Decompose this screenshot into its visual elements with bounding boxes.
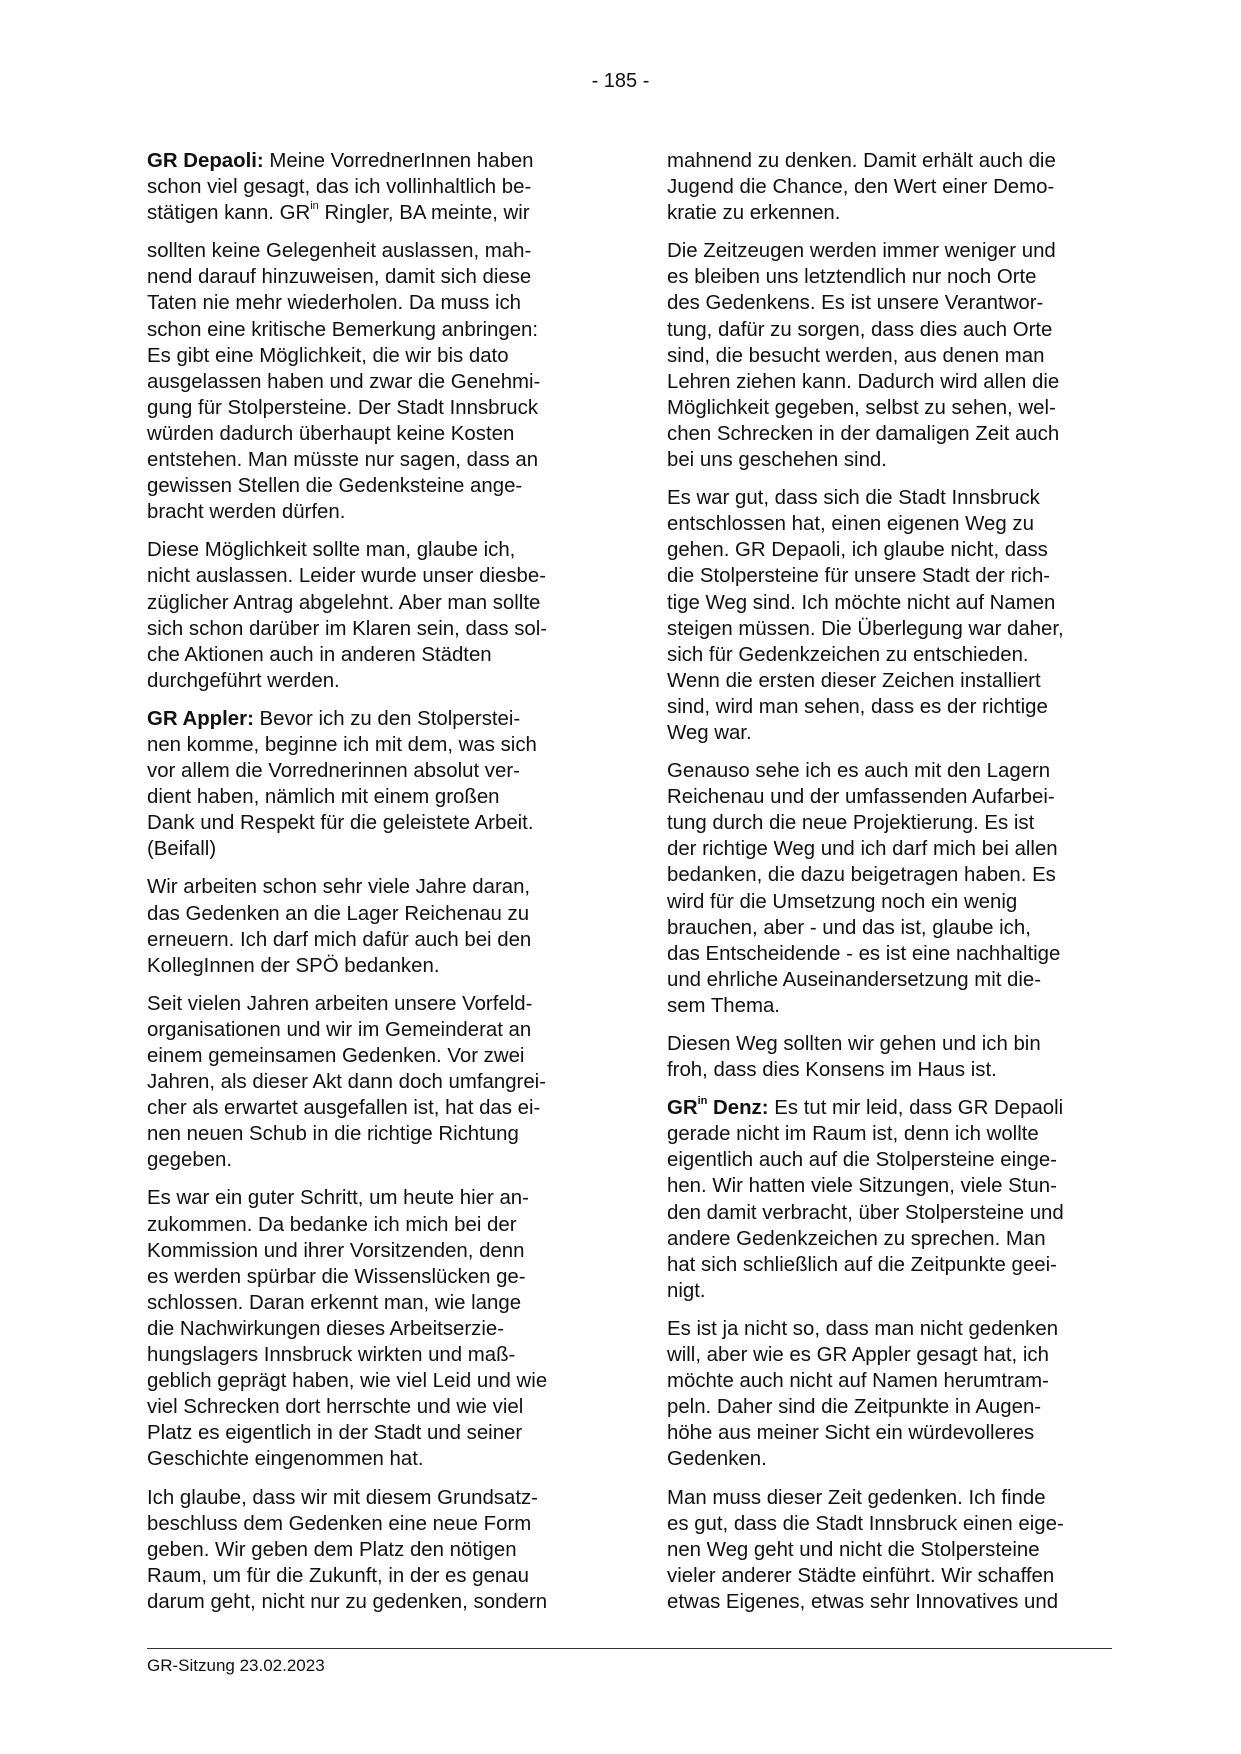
text-line: nend darauf hinzuweisen, damit sich diese [147, 266, 532, 289]
text-line: tige Weg sind. Ich möchte nicht auf Namen [667, 591, 1056, 614]
text-line: nen komme, beginne ich mit dem, was sich [147, 733, 537, 756]
right-paragraph [667, 485, 1112, 746]
text-line: nen Weg geht und nicht die Stolpersteine [667, 1538, 1040, 1561]
text-line: Die Zeitzeugen werden immer weniger und [667, 240, 1056, 263]
text-line: Seit vielen Jahren arbeiten unsere Vorfeld- [147, 992, 533, 1015]
text-line: stätigen kann. $GR^{in}$ Ringler, BA meinte, wir [147, 200, 530, 225]
text-line: froh, dass dies Konsens im Haus ist. [667, 1059, 997, 1082]
text-line: will, aber wie es GR Appler gesagt hat, ich [667, 1344, 1049, 1367]
text-line: Weg war. [667, 721, 752, 744]
text-line: sich schon darüber im Klaren sein, dass sol- [147, 617, 548, 640]
text-line: Kommission und ihrer Vorsitzenden, denn [147, 1239, 525, 1262]
text-line: Raum, um für die Zukunft, in der es genau [147, 1564, 529, 1587]
text-line: geben. Wir geben dem Platz den nötigen [147, 1538, 517, 1561]
text-line: Platz es eigentlich in der Stadt und seiner [147, 1422, 523, 1445]
text-line: gerade nicht im Raum ist, denn ich wollte [667, 1123, 1039, 1146]
text-line: Es gibt eine Möglichkeit, die wir bis dato [147, 344, 509, 367]
text-line: Jugend die Chance, den Wert einer Demo- [667, 176, 1055, 199]
text-line: tung, dafür zu sorgen, dass dies auch Orte [667, 318, 1053, 341]
right-paragraph [667, 758, 1112, 1019]
speaker-label: $GR^{in}$ Denz: [667, 1095, 769, 1120]
text-line: Es war ein guter Schritt, um heute hier an- [147, 1187, 529, 1210]
text-line: züglicher Antrag abgelehnt. Aber man sollte [147, 591, 541, 614]
text-line: GR Depaoli: Meine VorrednerInnen haben [147, 150, 534, 172]
text-line: es werden spürbar die Wissenslücken ge- [147, 1265, 526, 1288]
text-line: Gedenken. [667, 1448, 767, 1471]
left-paragraph [147, 991, 592, 1174]
text-line: Geschichte eingenommen hat. [147, 1448, 424, 1471]
text-line: entschlossen hat, einen eigenen Weg zu [667, 513, 1034, 536]
footer-session-date: GR-Sitzung 23.02.2023 [147, 1656, 325, 1675]
text-line: wird für die Umsetzung noch ein wenig [667, 890, 1018, 913]
text-line: durchgeführt werden. [147, 669, 340, 692]
text-line: Es ist ja nicht so, dass man nicht gedenken [667, 1317, 1059, 1340]
text-line: sind, die besucht werden, aus denen man [667, 344, 1045, 367]
left-paragraph [147, 874, 592, 978]
text-line: peln. Daher sind die Zeitpunkte in Augen- [667, 1396, 1042, 1419]
footer-divider [147, 1648, 1112, 1649]
text-line: höhe aus meiner Sicht ein würdevolleres [667, 1422, 1035, 1445]
speaker-label: GR Appler: [147, 707, 254, 730]
text-line: das Gedenken an die Lager Reichenau zu [147, 902, 530, 925]
text-line: nigt. [667, 1279, 706, 1302]
text-line: nicht auslassen. Leider wurde unser diesbe- [147, 565, 546, 588]
right-column [667, 148, 1112, 1627]
text-line: das Entscheidende - es ist eine nachhaltige [667, 942, 1061, 965]
text-line: Jahren, als dieser Akt dann doch umfangrei- [147, 1071, 546, 1094]
text-line: cher als erwartet ausgefallen ist, hat das ei- [147, 1097, 541, 1120]
text-line: ausgelassen haben und zwar die Genehmi- [147, 370, 541, 393]
text-line: Genauso sehe ich es auch mit den Lagern [667, 760, 1051, 783]
right-paragraph [667, 1316, 1112, 1473]
right-paragraph [667, 238, 1112, 473]
text-line: vor allem die Vorrednerinnen absolut ver- [147, 760, 520, 783]
text-line: schon viel gesagt, das ich vollinhaltlich be- [147, 176, 532, 199]
text-line: bracht werden dürfen. [147, 501, 346, 524]
text-line: brauchen, aber - und das ist, glaube ich, [667, 916, 1031, 939]
text-line: viel Schrecken dort herrschte und wie viel [147, 1396, 524, 1419]
text-line: KollegInnen der SPÖ bedanken. [147, 954, 440, 977]
text-line: bedanken, die dazu beigetragen haben. Es [667, 864, 1056, 887]
text-line: sem Thema. [667, 994, 780, 1017]
text-line: erneuern. Ich darf mich dafür auch bei den [147, 928, 532, 951]
text-line: etwas Eigenes, etwas sehr Innovatives und [667, 1590, 1059, 1613]
text-line: gung für Stolpersteine. Der Stadt Innsbruck [147, 396, 539, 419]
text-line: dient haben, nämlich mit einem großen [147, 786, 500, 809]
left-paragraph [147, 1485, 592, 1615]
left-column [147, 148, 592, 1627]
text-line: würden dadurch überhaupt keine Kosten [147, 422, 515, 445]
text-line: die Stolpersteine für unsere Stadt der rich- [667, 565, 1051, 588]
text-line: Reichenau und der umfassenden Aufarbei- [667, 786, 1055, 809]
text-line: mahnend zu denken. Damit erhält auch die [667, 150, 1056, 172]
left-paragraph [147, 148, 592, 226]
text-line: darum geht, nicht nur zu gedenken, sondern [147, 1590, 548, 1613]
left-paragraph [147, 238, 592, 525]
text-line: den damit verbracht, über Stolpersteine und [667, 1201, 1064, 1224]
text-line: $GR^{in}$ Denz: Es tut mir leid, dass GR Depaoli [667, 1095, 1064, 1120]
text-line: und ehrliche Auseinandersetzung mit die- [667, 968, 1042, 991]
text-line: des Gedenkens. Es ist unsere Verantwor- [667, 292, 1044, 315]
text-line: vieler anderer Städte einführt. Wir schaffen [667, 1564, 1055, 1587]
text-line: Dank und Respekt für die geleistete Arbeit. [147, 812, 534, 835]
text-line: bei uns geschehen sind. [667, 449, 887, 472]
text-line: geblich geprägt haben, wie viel Leid und wie [147, 1370, 548, 1393]
text-line: beschluss dem Gedenken eine neue Form [147, 1512, 532, 1535]
text-line: Taten nie mehr wiederholen. Da muss ich [147, 292, 522, 315]
text-line: gewissen Stellen die Gedenksteine ange- [147, 475, 523, 498]
right-paragraph [667, 148, 1112, 226]
text-line: schlossen. Daran erkennt man, wie lange [147, 1291, 522, 1314]
text-line: Diese Möglichkeit sollte man, glaube ich, [147, 539, 516, 562]
text-line: Lehren ziehen kann. Dadurch wird allen die [667, 370, 1060, 393]
text-line: es gut, dass die Stadt Innsbruck einen eige- [667, 1512, 1064, 1535]
text-line: sind, wird man sehen, dass es der richtige [667, 695, 1048, 718]
text-line: chen Schrecken in der damaligen Zeit auch [667, 422, 1060, 445]
text-line: einem gemeinsamen Gedenken. Vor zwei [147, 1045, 525, 1067]
text-line: Diesen Weg sollten wir gehen und ich bin [667, 1033, 1041, 1055]
text-line: steigen müssen. Die Überlegung war daher, [667, 617, 1064, 640]
text-line: der richtige Weg und ich darf mich bei allen [667, 838, 1058, 861]
text-line: andere Gedenkzeichen zu sprechen. Man [667, 1227, 1046, 1250]
right-paragraph [667, 1031, 1112, 1083]
page-number: - 185 - [591, 70, 650, 92]
text-line: Möglichkeit gegeben, selbst zu sehen, wel- [667, 396, 1056, 419]
text-line: sich für Gedenkzeichen zu entschieden. [667, 643, 1029, 666]
text-line: che Aktionen auch in anderen Städten [147, 643, 492, 666]
left-paragraph [147, 706, 592, 863]
text-line: Wir arbeiten schon sehr viele Jahre daran, [147, 876, 531, 899]
text-line: es bleiben uns letztendlich nur noch Orte [667, 266, 1037, 289]
text-line: tung durch die neue Projektierung. Es ist [667, 812, 1035, 835]
text-line: die Nachwirkungen dieses Arbeitserzie- [147, 1317, 505, 1340]
text-line: gehen. GR Depaoli, ich glaube nicht, dass [667, 539, 1048, 562]
text-line: organisationen und wir im Gemeinderat an [147, 1018, 532, 1041]
left-paragraph [147, 1185, 592, 1472]
right-paragraph [667, 1485, 1112, 1615]
text-line: sollten keine Gelegenheit auslassen, mah- [147, 240, 532, 263]
text-line: Es war gut, dass sich die Stadt Innsbruck [667, 487, 1040, 510]
text-line: nen neuen Schub in die richtige Richtung [147, 1123, 519, 1146]
text-line: gegeben. [147, 1149, 233, 1172]
text-line: Ich glaube, dass wir mit diesem Grundsatz- [147, 1486, 538, 1509]
text-line: schon eine kritische Bemerkung anbringen: [147, 318, 539, 341]
text-line: entstehen. Man müsste nur sagen, dass an [147, 449, 539, 472]
text-line: möchte auch nicht auf Namen herumtram- [667, 1370, 1049, 1393]
text-line: hen. Wir hatten viele Sitzungen, viele Stun- [667, 1175, 1057, 1198]
text-line: zukommen. Da bedanke ich mich bei der [147, 1213, 517, 1236]
right-paragraph [667, 1095, 1112, 1304]
text-line: eigentlich auch auf die Stolpersteine einge- [667, 1149, 1057, 1172]
text-line: hungslagers Innsbruck wirkten und maß- [147, 1344, 516, 1367]
text-line: kratie zu erkennen. [667, 202, 841, 225]
text-line: (Beifall) [147, 838, 217, 861]
text-line: hat sich schließlich auf die Zeitpunkte geei- [667, 1253, 1057, 1276]
text-line: Wenn die ersten dieser Zeichen installiert [667, 669, 1041, 692]
speaker-label: GR Depaoli: [147, 150, 264, 172]
text-line: GR Appler: Bevor ich zu den Stolperstei- [147, 707, 521, 730]
text-line: Man muss dieser Zeit gedenken. Ich finde [667, 1486, 1046, 1509]
left-paragraph [147, 537, 592, 694]
